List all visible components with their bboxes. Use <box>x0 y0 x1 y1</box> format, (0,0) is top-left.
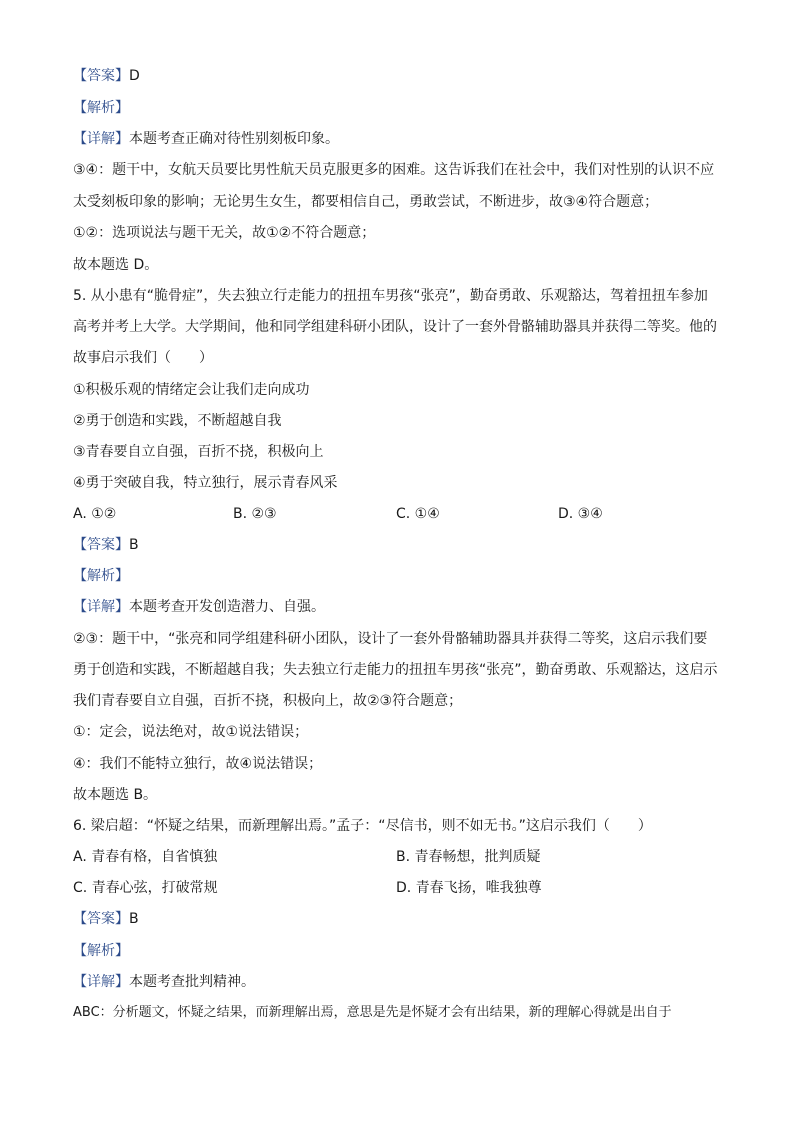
detail-tag: 【详解】 <box>73 974 129 990</box>
q5-stem-2: 高考并考上大学。大学期间，他和同学组建科研小团队，设计了一套外骨骼辅助器具并获得二等奖。他的 <box>73 319 717 335</box>
q4-explanation-3: ①②：选项说法与题干无关，故①②不符合题意； <box>73 225 376 241</box>
analysis-tag: 【解析】 <box>73 100 129 116</box>
q5-explanation-5: ④：我们不能特立独行，故④说法错误； <box>73 756 323 772</box>
q4-analysis-line <box>73 98 723 118</box>
answer-tag: 【答案】 <box>73 537 129 553</box>
q6-option-d: D. 青春飞扬，唯我独尊 <box>396 880 542 896</box>
q5-statement-1: ①积极乐观的情绪定会让我们走向成功 <box>73 382 310 398</box>
q5-option-d: D. ③④ <box>558 506 603 522</box>
q6-detail-line <box>73 972 723 992</box>
q6-stem-1: 6. 梁启超：“怀疑之结果，而新理解出焉。”孟子：“尽信书，则不如无书。”这启示我们（ ） <box>73 818 652 834</box>
q6-option-c: C. 青春心弦，打破常规 <box>73 880 218 896</box>
q5-statement-2: ②勇于创造和实践，不断超越自我 <box>73 413 282 429</box>
q5-explanation-3: 我们青春要自立自强，百折不挠，积极向上，故②③符合题意； <box>73 693 463 709</box>
q5-explanation-1: ②③：题干中，“张亮和同学组建科研小团队，设计了一套外骨骼辅助器具并获得二等奖，这启示我们要 <box>73 631 708 647</box>
analysis-tag: 【解析】 <box>73 568 129 584</box>
q5-option-b: B. ②③ <box>233 506 277 522</box>
q6-option-a: A. 青春有格，自省慎独 <box>73 849 218 865</box>
q6-explanation-1: ABC：分析题文，怀疑之结果，而新理解出焉，意思是先是怀疑才会有出结果，新的理解心得就是出自于 <box>73 1005 672 1020</box>
q5-stem-3: 故事启示我们（ ） <box>73 350 213 366</box>
answer-tag: 【答案】 <box>73 68 129 84</box>
answer-tag: 【答案】 <box>73 911 129 927</box>
q5-analysis-line <box>73 566 723 586</box>
answer-value: D <box>129 68 140 84</box>
q5-statement-3: ③青春要自立自强，百折不挠，积极向上 <box>73 444 324 460</box>
detail-text: 本题考查批判精神。 <box>129 974 255 990</box>
q6-option-b: B. 青春畅想，批判质疑 <box>396 849 541 865</box>
q5-option-c: C. ①④ <box>396 506 440 522</box>
q5-stem-1: 5. 从小患有“脆骨症”，失去独立行走能力的扭扭车男孩“张亮”，勤奋勇敢、乐观豁达，驾着扭扭车参加 <box>73 288 708 304</box>
detail-tag: 【详解】 <box>73 599 129 615</box>
q4-explanation-1: ③④：题干中，女航天员要比男性航天员克服更多的困难。这告诉我们在社会中，我们对性别的认识不应 <box>73 162 715 178</box>
q5-conclusion: 故本题选 B。 <box>73 787 158 803</box>
q5-statement-4: ④勇于突破自我，特立独行，展示青春风采 <box>73 475 338 491</box>
detail-text: 本题考查开发创造潜力、自强。 <box>129 599 325 615</box>
q6-analysis-line <box>73 941 723 961</box>
q5-option-a: A. ①② <box>73 506 117 522</box>
answer-value: B <box>129 911 139 927</box>
q4-detail-line <box>73 129 723 149</box>
q4-answer-line <box>73 66 723 86</box>
q6-answer-line <box>73 909 723 929</box>
q5-answer-line <box>73 535 723 555</box>
analysis-tag: 【解析】 <box>73 943 129 959</box>
q5-detail-line <box>73 597 723 617</box>
q5-explanation-2: 勇于创造和实践，不断超越自我；失去独立行走能力的扭扭车男孩“张亮”，勤奋勇敢、乐观豁达，这启示 <box>73 662 718 678</box>
detail-tag: 【详解】 <box>73 131 129 147</box>
q4-conclusion: 故本题选 D。 <box>73 257 159 273</box>
detail-text: 本题考查正确对待性别刻板印象。 <box>129 131 339 147</box>
q4-explanation-2: 太受刻板印象的影响；无论男生女生，都要相信自己，勇敢尝试，不断进步，故③④符合题意； <box>73 194 659 210</box>
answer-value: B <box>129 537 139 553</box>
q5-explanation-4: ①：定会，说法绝对，故①说法错误； <box>73 724 309 740</box>
